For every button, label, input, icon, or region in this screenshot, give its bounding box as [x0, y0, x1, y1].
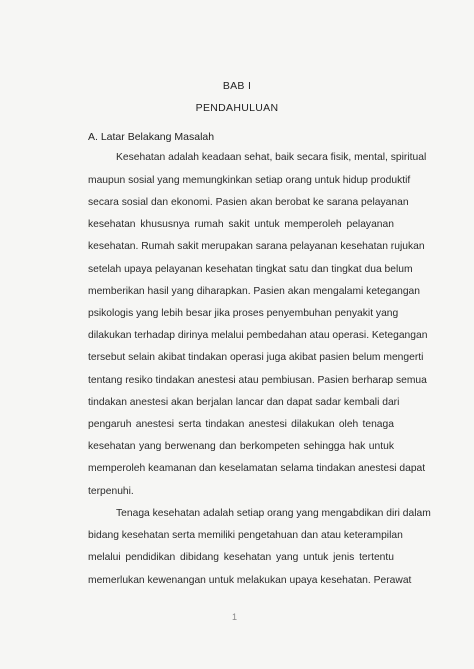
text-line: kesehatan yang berwenang dan berkompeten sehingga hak untuk [88, 441, 394, 452]
text-line: kesehatan khususnya rumah sakit untuk memperoleh pelayanan [88, 219, 394, 230]
text-line: setelah upaya pelayanan kesehatan tingkat satu dan tingkat dua belum [88, 264, 413, 275]
text-line: bidang kesehatan serta memiliki pengetahuan dan atau keterampilan [88, 530, 403, 541]
text-line: dilakukan terhadap dirinya melalui pembedahan atau operasi. Ketegangan [88, 330, 428, 341]
text-line: Tenaga kesehatan adalah setiap orang yang mengabdikan diri dalam [116, 508, 431, 519]
page-number: 1 [232, 612, 238, 622]
chapter-number: BAB I [222, 80, 252, 92]
text-line: Kesehatan adalah keadaan sehat, baik secara fisik, mental, spiritual [116, 152, 427, 163]
text-line: pengaruh anestesi serta tindakan anestesi dilakukan oleh tenaga [88, 419, 394, 430]
text-line: memperoleh keamanan dan keselamatan selama tindakan anestesi dapat [88, 463, 426, 474]
text-line: terpenuhi. [88, 486, 134, 497]
text-line: tentang resiko tindakan anestesi atau pembiusan. Pasien berharap semua [88, 375, 427, 386]
text-line: memberikan hasil yang diharapkan. Pasien akan mengalami ketegangan [88, 286, 420, 297]
text-line: maupun sosial yang memungkinkan setiap orang untuk hidup produktif [88, 175, 411, 186]
text-line: tindakan anestesi akan berjalan lancar dan dapat sadar kembali dari [88, 397, 400, 408]
text-line: memerlukan kewenangan untuk melakukan upaya kesehatan. Perawat [88, 575, 412, 586]
text-line: tersebut selain akibat tindakan operasi juga akibat pasien belum mengerti [88, 352, 424, 363]
text-line: psikologis yang lebih besar jika proses penyembuhan penyakit yang [88, 308, 399, 319]
section-heading: A. Latar Belakang Masalah [88, 131, 215, 143]
chapter-title: PENDAHULUAN [195, 102, 279, 114]
text-line: melalui pendidikan dibidang kesehatan yang untuk jenis tertentu [88, 552, 394, 563]
text-line: secara sosial dan ekonomi. Pasien akan berobat ke sarana pelayanan [88, 197, 409, 208]
text-line: kesehatan. Rumah sakit merupakan sarana pelayanan kesehatan rujukan [88, 241, 425, 252]
